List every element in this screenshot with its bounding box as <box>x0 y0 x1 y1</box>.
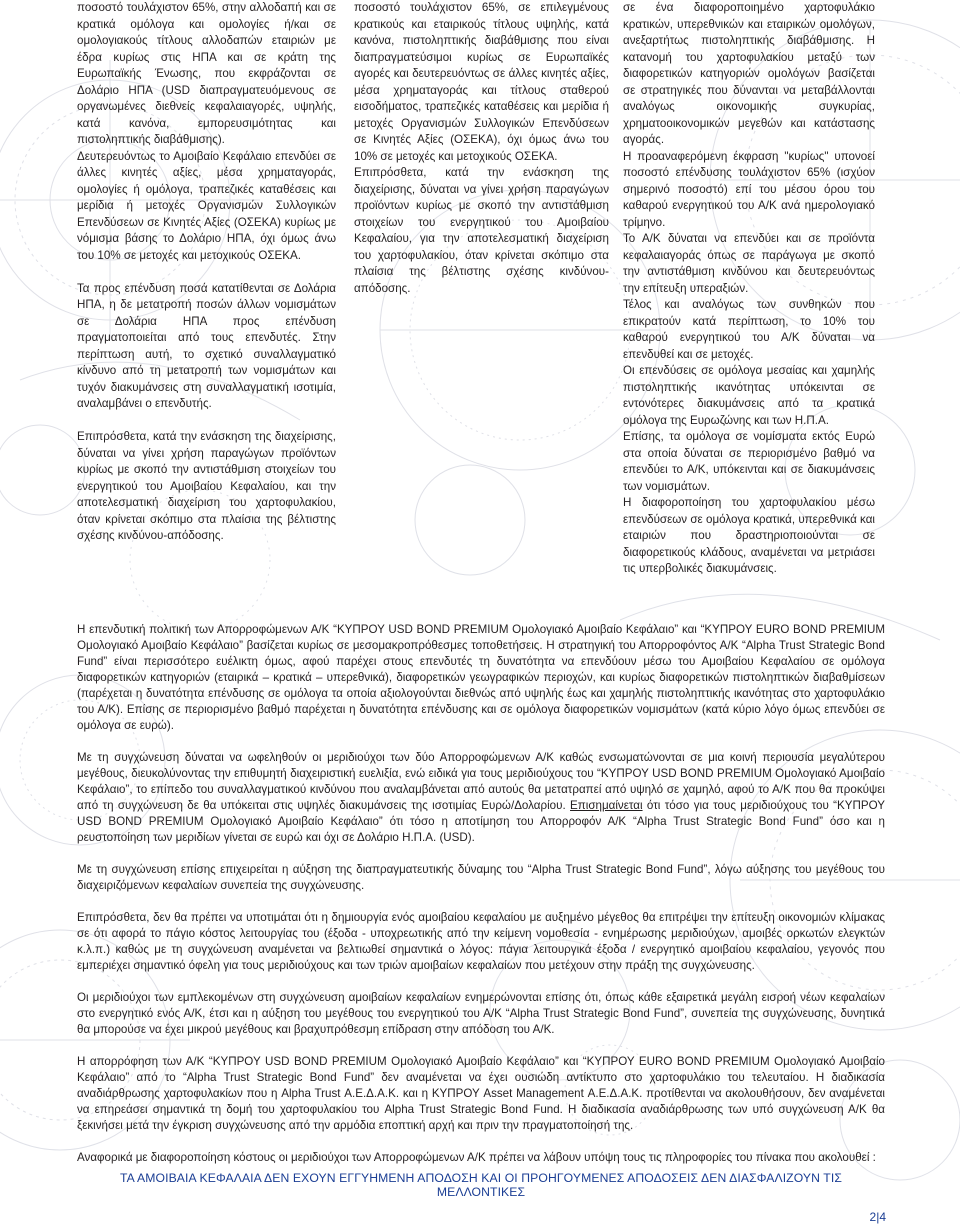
column-3 <box>623 0 875 578</box>
column-2-paragraph-2: Επιπρόσθετα, κατά την ενάσκηση της διαχείρισης, δύναται να γίνει χρήση παραγώγων προϊόντων κυρίως με σκοπό την αντιστάθμιση στοιχείων του ενεργητικού του Αμοιβαίου Κεφαλαίου, για την αποτελεσματική διαχείριση του χαρτοφυλακίου, όταν κρίνεται σκόπιμο στα πλαίσια της βέλτιστης σχέσης κινδύνου-απόδοσης. <box>354 166 609 295</box>
column-1-paragraph-4: Επιπρόσθετα, κατά την ενάσκηση της διαχείρισης, δύναται να γίνει χρήση παραγώγων προϊόντων κυρίως με σκοπό την αντιστάθμιση στοιχείων του ενεργητικού του Αμοιβαίου Κεφαλαίου, και την αποτελεσματική διαχείριση του χαρτοφυλακίου, όταν κρίνεται σκόπιμο στα πλαίσια της βέλτιστης σχέσης κινδύνου-απόδοσης. <box>77 430 336 542</box>
body-text <box>77 622 885 1182</box>
column-3-paragraph-5: Οι επενδύσεις σε ομόλογα μεσαίας και χαμηλής πιστοληπτικής ικανότητας υπόκεινται σε εντονότερες διακυμάνσεις από τα κρατικά ομόλογα της Ευρωζώνης και των Η.Π.Α. <box>623 364 875 427</box>
column-3-paragraph-7: Η διαφοροποίηση του χαρτοφυλακίου μέσω επενδύσεων σε ομόλογα κρατικά, υπερεθνικά και εταιριών που δραστηριοποιούνται σε διαφορετικούς κλάδους, αναμένεται να μετριάσει τις υπερβολικές διακυμάνσεις. <box>623 496 875 575</box>
footer-disclaimer-banner: ΤΑ ΑΜΟΙΒΑΙΑ ΚΕΦΑΛΑΙΑ ΔΕΝ ΕΧΟΥΝ ΕΓΓΥΗΜΕΝΗ ΑΠΟΔΟΣΗ ΚΑΙ ΟΙ ΠΡΟΗΓΟΥΜΕΝΕΣ ΑΠΟΔΟΣΕΙΣ ΔΕΝ ΔΙΑΣΦΑΛΙΖΟΥΝ ΤΙΣ ΜΕΛΛΟΝΤΙΚΕΣ <box>120 1171 842 1199</box>
body-paragraph-2 <box>77 750 885 846</box>
body-paragraph-2-text-start: Με τη συγχώνευση δύναται να ωφεληθούν οι μεριδιούχοι των δύο Απορροφώμενων Α/Κ καθώς ενσωματώνονται σε μια κοινή περιουσία μεγαλύτερου μεγέθους, διευκολύνοντας την επιθυμητή διαχειριστική ευελιξία, ενώ ειδικά για τους μεριδιούχους του “ΚΥΠΡΟΥ USD BOND PREMIUM Ομολογιακό Αμοιβαίο Κεφάλαιο”, το επίπεδο του συναλλαγματικού κινδύνου που αναλαμβάνεται από αυτούς θα μετατραπεί από υψηλό σε χαμηλό, αφού το Α/Κ που θα προκύψει από τη συγχώνευση δε θα υπόκειται στις υψηλές διακυμάνσεις της ισοτιμίας Ευρώ/Δολαρίου. <box>77 751 885 812</box>
column-1-paragraph-3: Τα προς επένδυση ποσά κατατίθενται σε Δολάρια ΗΠΑ, η δε μετατροπή ποσών άλλων νομισμάτων σε Δολάρια ΗΠΑ προς επένδυση πραγματοποιείται από τους επενδυτές. Στην περίπτωση αυτή, το σχετικό συναλλαγματικό κίνδυνο από τη μετατροπή των νομισμάτων και τυχόν διακυμάνσεις στη συναλλαγματική ισοτιμία, αναλαμβάνει ο επενδυτής. <box>77 281 336 410</box>
page-number: 2|4 <box>869 1210 886 1224</box>
column-3-paragraph-2: Η προαναφερόμενη έκφραση "κυρίως" υπονοεί ποσοστό επένδυσης τουλάχιστον 65% (ισχύον σημερινό ποσοστό) επί του μέσου όρου του καθαρού ενεργητικού του Α/Κ ανά ημερολογιακό τρίμηνο. <box>623 149 875 229</box>
body-paragraph-5: Οι μεριδιούχοι των εμπλεκομένων στη συγχώνευση αμοιβαίων κεφαλαίων ενημερώνονται επίσης ότι, όπως κάθε εξαιρετικά μεγάλη εισροή νέων κεφαλαίων στο ενεργητικό ενός Α/Κ, έτσι και η αύξηση του μεγέθους του ενεργητικού του Α/Κ “Alpha Trust Strategic Bond Fund”, συνεπεία της συγχώνευσης, δυνητικά θα μπορούσε να έχει μικρού μεγέθους και βραχυπρόθεσμη επίδραση στην απόδοση του Α/Κ. <box>77 991 885 1036</box>
column-2 <box>354 0 609 297</box>
column-3-paragraph-4: Τέλος και αναλόγως των συνθηκών που επικρατούν κατά περίπτωση, το 10% του καθαρού ενεργητικού του Α/Κ δύναται να επενδυθεί και σε μετοχές. <box>623 298 875 361</box>
body-paragraph-2-underlined: Επισημαίνεται <box>570 799 643 812</box>
column-3-paragraph-3: Το Α/Κ δύναται να επενδύει και σε προϊόντα κεφαλαιαγοράς όπως σε παράγωγα με σκοπό την αντιστάθμιση κινδύνου και δευτερευόντως την επίτευξη υπεραξιών. <box>623 232 875 295</box>
column-2-paragraph-1: ποσοστό τουλάχιστον 65%, σε επιλεγμένους κρατικούς και εταιρικούς τίτλους υψηλής, κατά κανόνα, πιστοληπτικής διαβάθμισης που είναι διαπραγματεύσιμοι κυρίως σε Ευρωπαϊκές αγορές και δευτερευόντως σε άλλες κινητές αξίες, μέσα χρηματαγοράς και τίτλους σταθερού εισοδήματος, τραπεζικές καταθέσεις και μερίδια ή μετοχές Οργανισμών Συλλογικών Επενδύσεων σε Κινητές Αξίες (ΟΣΕΚΑ), όχι όμως άνω του 10% σε μετοχές και μετοχικούς ΟΣΕΚΑ. <box>354 1 609 163</box>
column-3-paragraph-1: σε ένα διαφοροποιημένο χαρτοφυλάκιο κρατικών, υπερεθνικών και εταιρικών ομολόγων, ανεξαρτήτως πιστοληπτικής διαβάθμισης. Η κατανομή του χαρτοφυλακίου μεταξύ των διαφορετικών κατηγοριών ομολόγων βασίζεται σε στρατηγικές που δύνανται να μεταβάλλονται αναλόγως οικονομικής συγκυρίας, χρηματοοικονομικών μεγεθών και κατάστασης αγοράς. <box>623 1 875 146</box>
column-1-paragraph-1: ποσοστό τουλάχιστον 65%, στην αλλοδαπή και σε κρατικά ομόλογα και ομολογίες ή/και σε ομολογιακούς τίτλους αλλοδαπών εταιριών με έδρα κυρίως στις ΗΠΑ και σε κράτη της Ευρωπαϊκής Ένωσης, που εκφράζονται σε Δολάριο ΗΠΑ (USD διαπραγματευόμενους σε οργανωμένες διεθνείς κεφαλαιαγορές, υψηλής, κατά κανόνα, εμπορευσιμότητας και πιστοληπτικής διαβάθμισης). <box>77 1 336 146</box>
body-paragraph-7: Αναφορικά με διαφοροποίηση κόστους οι μεριδιούχοι των Απορροφώμενων Α/Κ πρέπει να λάβουν υπόψη τους τις πληροφορίες του πίνακα που ακολουθεί : <box>77 1151 876 1164</box>
body-paragraph-2-text-end: ότι τόσο για τους μεριδιούχους του “ΚΥΠΡΟΥ USD BOND PREMIUM Ομολογιακό Αμοιβαίο Κεφάλαιο” ότι τόσο η αποτίμηση του Απορροφόν Α/Κ “Alpha Trust Strategic Bond Fund” όσο και η ρευστοποίηση των μεριδίων γίνεται σε ευρώ και όχι σε Δολάριο Η.Π.Α. (USD). <box>77 799 885 844</box>
body-paragraph-3: Με τη συγχώνευση επίσης επιχειρείται η αύξηση της διαπραγματευτικής δύναμης του “Alpha Trust Strategic Bond Fund”, λόγω αύξησης του μεγέθους του διαχειριζόμενων κεφαλαίων συνεπεία της συγχώνευσης. <box>77 863 885 892</box>
body-paragraph-4: Επιπρόσθετα, δεν θα πρέπει να υποτιμάται ότι η δημιουργία ενός αμοιβαίου κεφαλαίου με αυξημένο μέγεθος θα επιτρέψει την επίτευξη οικονομιών κλίμακας σε ότι αφορά το πάγιο κόστος λειτουργίας του (έξοδα - υποχρεωτικής από την κείμενη νομοθεσία - ενημέρωσης μεριδιούχων, αμοιβές ορκωτών ελεγκτών κ.λ.π.) καθώς με τη συγχώνευση αναμένεται να βελτιωθεί σημαντικά ο λόγος: πάγια λειτουργικά έξοδα / ενεργητικό αμοιβαίου κεφαλαίου, γεγονός που εμπεριέχει σημαντικό όφελη για τους μεριδιούχους και των τριών αμοιβαίων κεφαλαίων που μετέχουν στην πράξη της συγχώνευσης. <box>77 911 885 972</box>
body-paragraph-6: Η απορρόφηση των Α/Κ “ΚΥΠΡΟΥ USD BOND PREMIUM Ομολογιακό Αμοιβαίο Κεφάλαιο” και “ΚΥΠΡΟΥ EURO BOND PREMIUM Ομολογιακό Αμοιβαίο Κεφάλαιο” από το “Alpha Trust Strategic Bond Fund” δεν αναμένεται να έχει ουσιώδη αντίκτυπο στο χαρτοφυλάκιο του τελευταίου. Η διαδικασία αναδιάρθρωσης χαρτοφυλακίων που η Alpha Trust Α.Ε.Δ.Α.Κ. και η ΚΥΠΡΟΥ Asset Management Α.Ε.Δ.Α.Κ. προτίθενται να ακολουθήσουν, δεν αναμένεται να επηρεάσει σημαντικά τη δομή του χαρτοφυλακίου του Alpha Trust Strategic Bond Fund. Η διαδικασία αναδιάρθρωσης των υπό συγχώνευση Α/Κ θα ξεκινήσει μετά την έγκριση συγχώνευσης από την αρμόδια εποπτική αρχή και πριν την πραγματοποίησή της. <box>77 1055 885 1132</box>
column-1 <box>77 0 336 545</box>
column-1-paragraph-2: Δευτερευόντως το Αμοιβαίο Κεφάλαιο επενδύει σε άλλες κινητές αξίες, μέσα χρηματαγοράς, ομολογίες ή ομόλογα, τραπεζικές καταθέσεις και μερίδια ή μετοχές Οργανισμών Συλλογικών Επενδύσεων σε Κινητές Αξίες (ΟΣΕΚΑ) κυρίως με νόμισμα βάσης το Δολάριο ΗΠΑ, όχι όμως άνω του 10% σε μετοχές και μετοχικούς ΟΣΕΚΑ. <box>77 149 336 262</box>
body-paragraph-1: Η επενδυτική πολιτική των Απορροφώμενων Α/Κ “ΚΥΠΡΟΥ USD BOND PREMIUM Ομολογιακό Αμοιβαίο Κεφάλαιο” και “ΚΥΠΡΟΥ EURO BOND PREMIUM Ομολογιακό Αμοιβαίο Κεφάλαιο” βασίζεται κυρίως σε μεσομακροπρόθεσμες τοποθετήσεις. Η στρατηγική του Απορροφόντος Α/Κ “Alpha Trust Strategic Bond Fund” είναι περισσότερο ευέλικτη όμως, αφού παρέχει στους επενδυτές τη δυνατότητα να επενδύουν μέσω του Αμοιβαίου Κεφαλαίου σε ομόλογα διαφορετικών κατηγοριών (εταιρικά – κρατικά – υπερεθνικά), διαφορετικών γεωγραφικών περιοχών, και κυρίως διαφορετικών πιστοληπτικών διαβαθμίσεων (παρέχεται η δυνατότητα επένδυσης σε ομόλογα τα οποία αξιολογούνται διεθνώς από υψηλής έως και χαμηλής πιστοληπτικής ικανότητας στο χαρτοφυλάκιο του Α/Κ). Επίσης σε περιορισμένο βαθμό παρέχεται η δυνατότητα επένδυσης και σε ομόλογα διαφορετικών νομισμάτων (κατά κύριο λόγο όμως επενδύει σε ομόλογα σε ευρώ). <box>77 623 885 732</box>
column-3-paragraph-6: Επίσης, τα ομόλογα σε νομίσματα εκτός Ευρώ στα οποία δύναται σε περιορισμένο βαθμό να επενδύει το Α/Κ, υπόκεινται και σε διακυμάνσεις των νομισμάτων. <box>623 430 875 493</box>
